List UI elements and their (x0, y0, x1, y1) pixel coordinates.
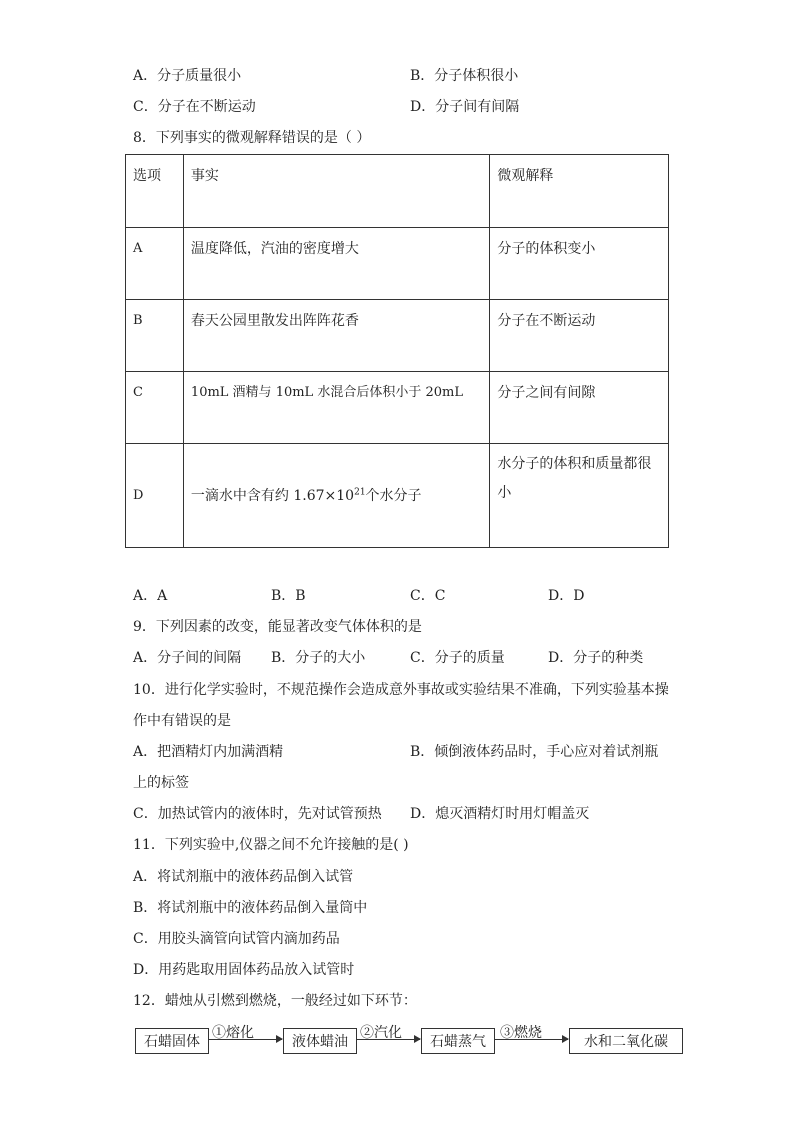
flow-box-liquid-wax: 液体蜡油 (283, 1028, 357, 1054)
q8-option-c: C．C (410, 588, 446, 604)
q11-stem: 11．下列实验中,仪器之间不允许接触的是( ) (133, 837, 409, 853)
q11-option-a: A．将试剂瓶中的液体药品倒入试管 (133, 869, 354, 885)
flow-box-solid-wax: 石蜡固体 (135, 1028, 209, 1054)
q10-option-c: C．加热试管内的液体时，先对试管预热 (133, 806, 382, 822)
flow-label-burn: ③燃烧 (500, 1025, 542, 1041)
q7-option-d: D．分子间有间隔 (410, 99, 520, 115)
row-option: A (133, 241, 143, 256)
q9-option-c: C．分子的质量 (410, 650, 505, 666)
q10-option-d: D．熄灭酒精灯时用灯帽盖灭 (410, 806, 590, 822)
flow-box-water-co2: 水和二氧化碳 (569, 1028, 683, 1054)
q10-stem-line1: 10．进行化学实验时，不规范操作会造成意外事故或实验结果不准确，下列实验基本操 (133, 682, 669, 698)
q10-option-b: B．倾倒液体药品时，手心应对着试剂瓶 (410, 744, 659, 760)
q12-stem: 12．蜡烛从引燃到燃烧，一般经过如下环节： (133, 993, 417, 1009)
header-fact: 事实 (190, 168, 219, 184)
q7-option-c: C．分子在不断运动 (133, 99, 256, 115)
flow-label-vaporize: ②汽化 (360, 1025, 402, 1041)
explanation-line: 小 (497, 485, 512, 501)
table-header-row (126, 155, 669, 228)
header-option: 选项 (133, 168, 161, 184)
q7-option-a: A．分子质量很小 (133, 68, 242, 84)
row-explanation: 分子之间有间隙 (497, 385, 596, 401)
q8-table (125, 154, 669, 548)
row-option: D (133, 487, 144, 503)
q11-option-b: B．将试剂瓶中的液体药品倒入量筒中 (133, 900, 368, 916)
row-option: B (133, 313, 143, 328)
header-explanation: 微观解释 (497, 168, 554, 184)
table-row (126, 372, 669, 444)
q10-option-a: A．把酒精灯内加满酒精 (133, 744, 284, 760)
q9-stem: 9．下列因素的改变，能显著改变气体体积的是 (133, 619, 422, 635)
table-row (126, 300, 669, 372)
q9-option-d: D．分子的种类 (548, 650, 644, 666)
q10-option-b-continued: 上的标签 (133, 775, 189, 791)
table-row (126, 228, 669, 300)
table-row (126, 444, 669, 548)
row-fact: 10mL 酒精与 10mL 水混合后体积小于 20mL (190, 385, 463, 400)
q11-option-c: C．用胶头滴管向试管内滴加药品 (133, 931, 340, 947)
q8-option-d: D．D (548, 588, 585, 604)
q9-option-b: B．分子的大小 (271, 650, 366, 666)
fact-exponent: 21 (354, 486, 366, 497)
q9-option-a: A．分子间的间隔 (133, 650, 242, 666)
row-explanation: 分子的体积变小 (497, 241, 596, 257)
row-fact: 温度降低，汽油的密度增大 (190, 241, 359, 257)
q8-option-a: A．A (133, 588, 168, 604)
fact-text: 一滴水中含有约 1.67×10 (190, 487, 355, 504)
flow-box-wax-vapor: 石蜡蒸气 (421, 1028, 495, 1054)
row-fact: 春天公园里散发出阵阵花香 (190, 313, 359, 329)
candle-flow-diagram (0, 1024, 794, 1064)
flow-label-melt: ①熔化 (212, 1025, 254, 1041)
row-explanation: 分子在不断运动 (497, 313, 596, 329)
q10-stem-line2: 作中有错误的是 (133, 713, 231, 729)
q11-option-d: D．用药匙取用固体药品放入试管时 (133, 962, 355, 978)
row-option: C (133, 385, 143, 400)
explanation-line: 水分子的体积和质量都很 (497, 456, 652, 472)
fact-text-end: 个水分子 (365, 487, 422, 504)
q8-stem: 8．下列事实的微观解释错误的是（ ） (133, 130, 371, 146)
q8-option-b: B．B (271, 588, 306, 604)
row-explanation (490, 444, 668, 508)
row-fact (184, 483, 489, 509)
q7-option-b: B．分子体积很小 (410, 68, 519, 84)
